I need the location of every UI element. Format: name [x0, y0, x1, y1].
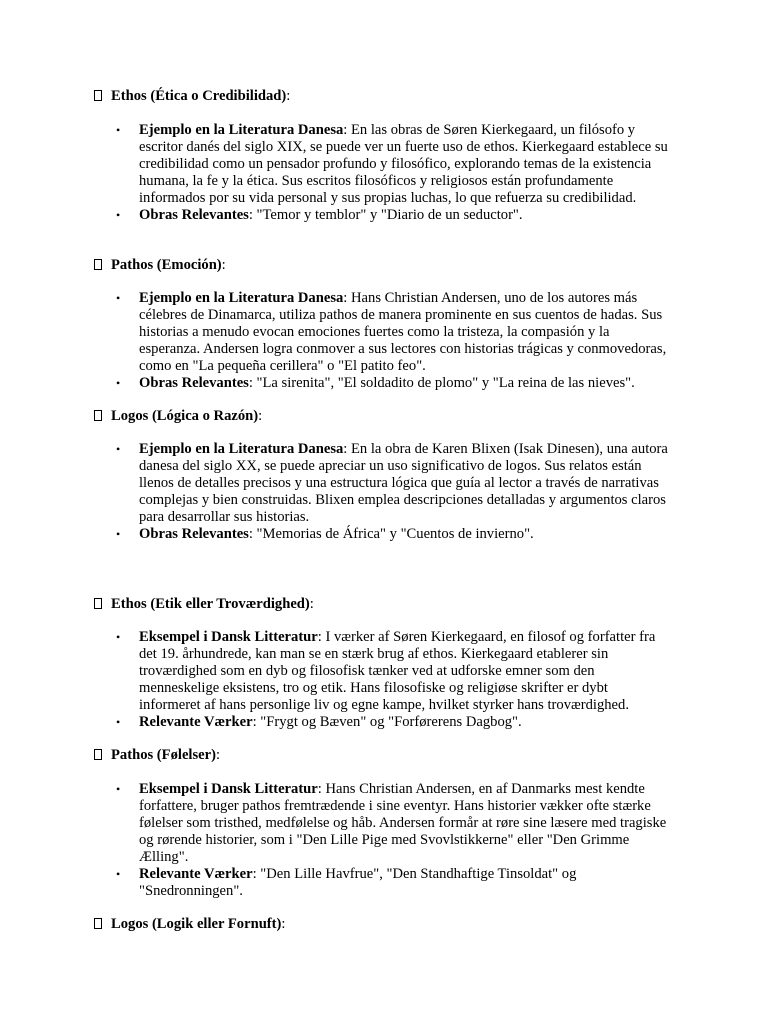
list-item: • Ejemplo en la Literatura Danesa: En la obra de Karen Blixen (Isak Dinesen), una autora danesa del siglo XX, se puede apreciar un uso significativo de logos. Sus relatos están llenos de detalles precisos y una estructura lógica que guía al lector a través de narrativas complejas y bien construidas. Blixen emplea descripciones detalladas y argumentos claros para desarrollar sus historias. [116, 441, 668, 525]
bullet-icon: • [116, 376, 121, 390]
list-item: • Eksempel i Dansk Litteratur: I værker af Søren Kierkegaard, en filosof og forfatter fra det 19. århundrede, kan man se en stærk brug af ethos. Kierkegaard etablerer sin troværdighed som en dyb og filosofisk tænker ved at udforske emner som den menneskelige eksistens, tro og etik. Hans filosofiske og religiøse skrifter er dybt informeret af hans personlige liv og egne kampe, hvilket styrker hans troværdighed. [116, 629, 656, 713]
bullet-icon: • [116, 630, 121, 644]
missing-glyph-icon [94, 90, 102, 101]
section-heading-pathos-da: Pathos (Følelser): [94, 747, 714, 764]
section-list-ethos-da [0, 629, 768, 731]
list-item: • Eksempel i Dansk Litteratur: Hans Christian Andersen, en af Danmarks mest kendte forfattere, bruger pathos fremtrædende i sine eventyr. Hans historier vækker ofte stærke følelser som tristhed, medfølelse og håb. Andersen formår at røre sine læsere med tragiske og rørende historier, som i "Den Lille Pige med Svovlstikkerne" eller "Den Grimme Ælling". [116, 781, 667, 865]
section-list-pathos-es [0, 290, 768, 392]
bullet-icon: • [116, 123, 121, 137]
bullet-icon: • [116, 527, 121, 541]
bullet-icon: • [116, 442, 121, 456]
bullet-icon: • [116, 715, 121, 729]
section-list-logos-es [0, 441, 768, 543]
bullet-icon: • [116, 208, 121, 222]
bullet-icon: • [116, 291, 121, 305]
section-heading-pathos-es: Pathos (Emoción): [94, 257, 714, 274]
list-item: • Relevante Værker: "Frygt og Bæven" og "Forførerens Dagbog". [116, 714, 522, 730]
missing-glyph-icon [94, 918, 102, 929]
list-item: • Obras Relevantes: "Memorias de África" y "Cuentos de invierno". [116, 526, 534, 542]
section-heading-ethos-es: Ethos (Ética o Credibilidad): [94, 88, 714, 105]
list-item: • Obras Relevantes: "La sirenita", "El soldadito de plomo" y "La reina de las nieves". [116, 375, 635, 391]
section-list-ethos-es [0, 122, 768, 224]
section-heading-logos-es: Logos (Lógica o Razón): [94, 408, 714, 425]
missing-glyph-icon [94, 749, 102, 760]
missing-glyph-icon [94, 410, 102, 421]
list-item: • Ejemplo en la Literatura Danesa: En las obras de Søren Kierkegaard, un filósofo y escritor danés del siglo XIX, se puede ver un fuerte uso de ethos. Kierkegaard establece su credibilidad como un pensador profundo y filosófico, explorando temas de la existencia humana, la fe y la ética. Sus escritos filosóficos y religiosos están profundamente informados por su vida personal y sus propias luchas, lo que refuerza su credibilidad. [116, 122, 668, 206]
bullet-icon: • [116, 867, 121, 881]
list-item: • Relevante Værker: "Den Lille Havfrue", "Den Standhaftige Tinsoldat" og "Snedronningen". [116, 866, 577, 899]
list-item: • Obras Relevantes: "Temor y temblor" y "Diario de un seductor". [116, 207, 523, 223]
missing-glyph-icon [94, 259, 102, 270]
section-heading-logos-da: Logos (Logik eller Fornuft): [94, 916, 714, 933]
section-heading-ethos-da: Ethos (Etik eller Troværdighed): [94, 596, 714, 613]
bullet-icon: • [116, 782, 121, 796]
missing-glyph-icon [94, 598, 102, 609]
section-list-pathos-da [0, 781, 768, 900]
list-item: • Ejemplo en la Literatura Danesa: Hans Christian Andersen, uno de los autores más célebres de Dinamarca, utiliza pathos de manera prominente en sus cuentos de hadas. Sus historias a menudo evocan emociones fuertes como la tristeza, la compasión y la esperanza. Andersen logra conmover a sus lectores con historias trágicas y conmovedoras, como en "La pequeña cerillera" o "El patito feo". [116, 290, 667, 374]
